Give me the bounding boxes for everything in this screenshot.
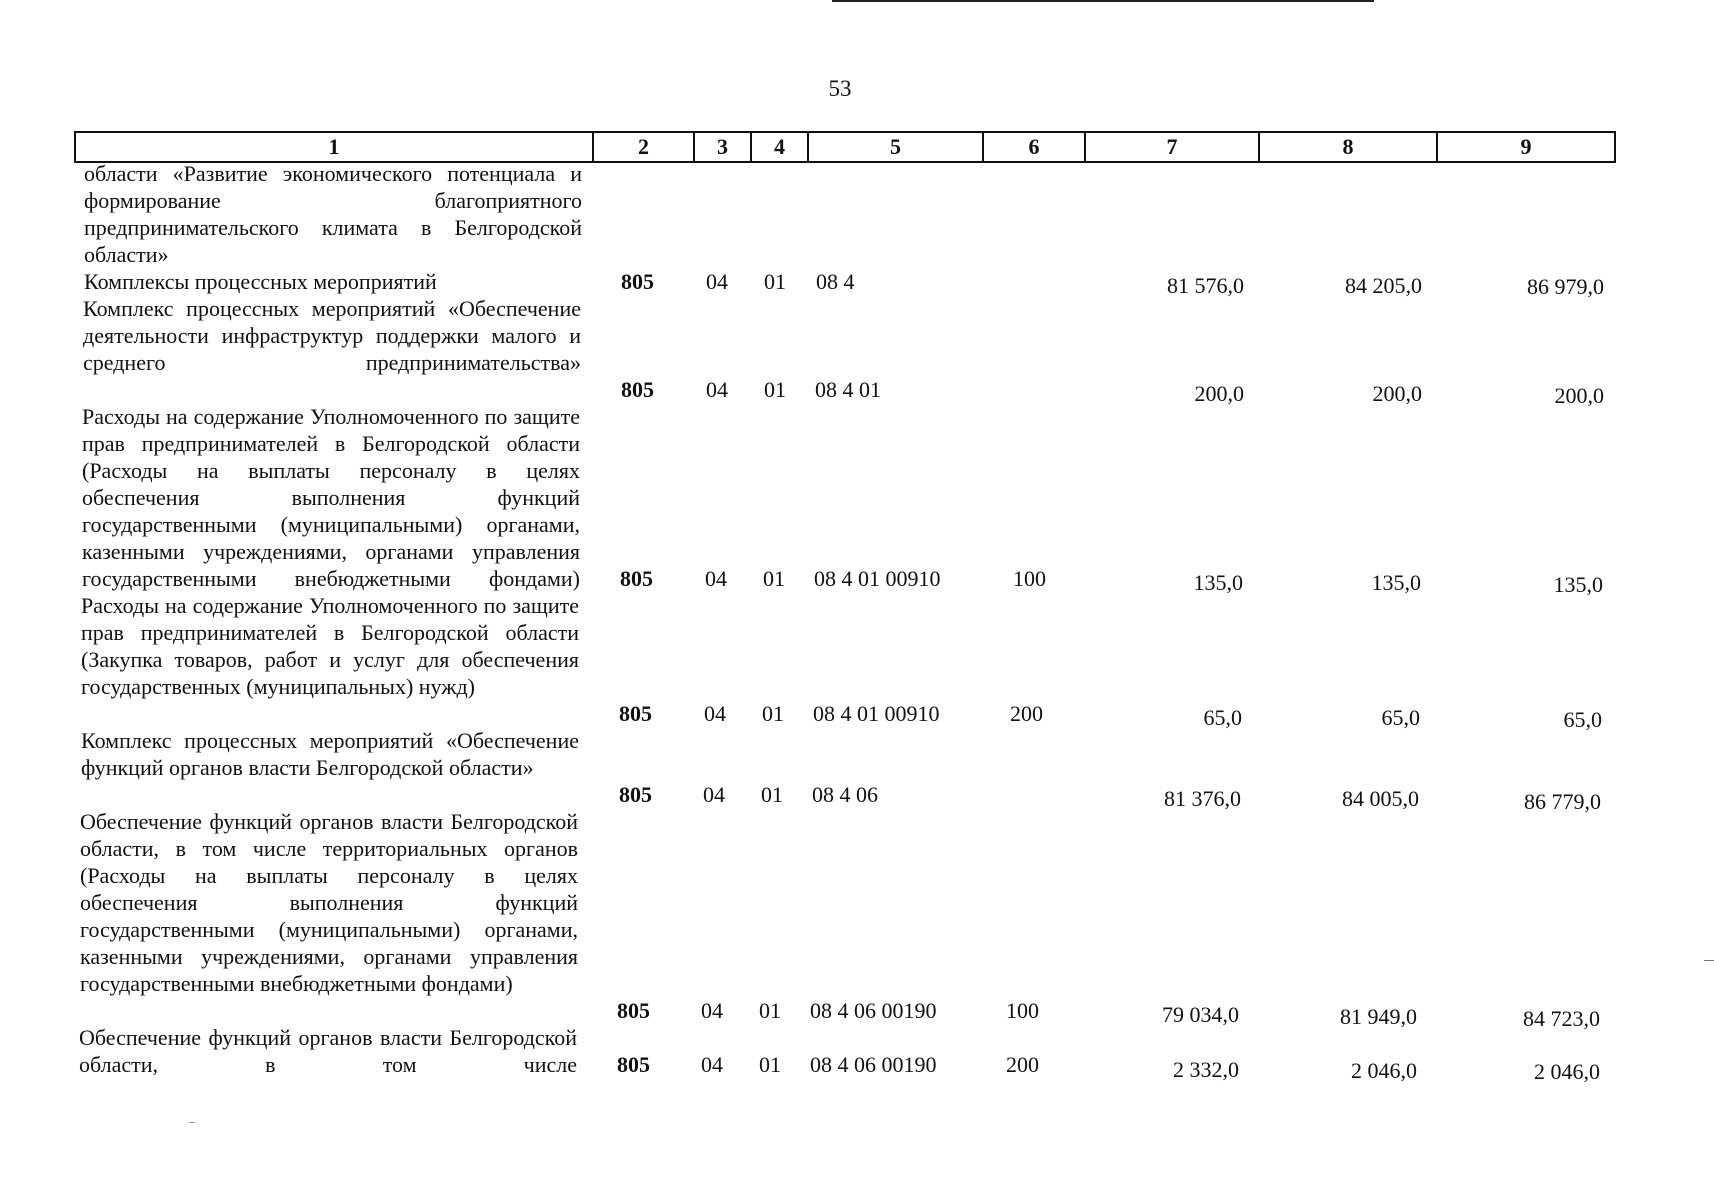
table-cell-c3: 04	[701, 998, 723, 1023]
table-cell-c5: 08 4 06 00190	[810, 1052, 937, 1077]
table-cell-c4: 01	[759, 1052, 781, 1077]
table-cell-c7: 200,0	[1194, 381, 1244, 406]
table-cell-c2: 805	[617, 998, 650, 1023]
table-row-description: Комплекс процессных мероприятий «Обеспечение деятельности инфраструктур поддержки малого и среднего предпринимательства»	[83, 296, 581, 375]
table-cell-c9: 65,0	[1563, 707, 1602, 732]
table-row-description: Расходы на содержание Уполномоченного по защите прав предпринимателей в Белгородской области (Закупка товаров, работ и услуг для обеспечения государственных (муниципальных) нужд)	[81, 593, 579, 699]
table-cell-c8: 81 949,0	[1340, 1004, 1417, 1029]
table-cell-c5: 08 4	[816, 269, 855, 294]
table-cell-c2: 805	[621, 269, 654, 294]
header-cell-3: 3	[693, 133, 750, 161]
header-cell-6: 6	[982, 133, 1084, 161]
table-cell-c8: 65,0	[1381, 705, 1420, 730]
header-cell-9: 9	[1436, 133, 1614, 161]
table-row-description: Расходы на содержание Уполномоченного по защите прав предпринимателей в Белгородской области (Расходы на выплаты персоналу в целях обеспечения выполнения функций государственными (муниципальными) органами, казенными учреждениями, органами управления государственными внебюджетными фондами)	[82, 404, 580, 591]
table-cell-c5: 08 4 06 00190	[810, 998, 937, 1023]
table-cell-c3: 04	[706, 377, 728, 402]
table-cell-c4: 01	[759, 998, 781, 1023]
table-cell-c4: 01	[761, 782, 783, 807]
table-cell-c2: 805	[619, 782, 652, 807]
table-row-description: Обеспечение функций органов власти Белгородской области, в том числе	[79, 1025, 577, 1077]
header-cell-2: 2	[592, 133, 693, 161]
table-cell-c3: 04	[706, 269, 728, 294]
table-cell-c4: 01	[762, 701, 784, 726]
table-cell-c2: 805	[619, 701, 652, 726]
table-cell-c2: 805	[621, 377, 654, 402]
table-cell-c7: 81 576,0	[1167, 273, 1244, 298]
table-cell-c8: 200,0	[1372, 381, 1422, 406]
table-cell-c6: 200	[1006, 1052, 1039, 1077]
table-cell-c5: 08 4 01	[815, 377, 881, 402]
table-cell-c9: 2 046,0	[1534, 1059, 1600, 1084]
top-border-line	[832, 0, 1374, 2]
header-cell-5: 5	[807, 133, 982, 161]
table-cell-c7: 81 376,0	[1164, 786, 1241, 811]
table-cell-c2: 805	[620, 566, 653, 591]
table-cell-c3: 04	[701, 1052, 723, 1077]
table-cell-c6: 100	[1006, 998, 1039, 1023]
table-cell-c9: 86 979,0	[1527, 274, 1604, 299]
table-cell-c9: 84 723,0	[1523, 1006, 1600, 1031]
table-row-description: Комплексы процессных мероприятий	[84, 269, 437, 294]
table-cell-c3: 04	[704, 701, 726, 726]
table-row-description: Комплекс процессных мероприятий «Обеспечение функций органов власти Белгородской области»	[81, 728, 579, 780]
header-cell-8: 8	[1258, 133, 1436, 161]
table-cell-c9: 135,0	[1553, 572, 1603, 597]
table-cell-c4: 01	[764, 269, 786, 294]
table-cell-c4: 01	[764, 377, 786, 402]
table-cell-c9: 86 779,0	[1524, 789, 1601, 814]
table-cell-c9: 200,0	[1554, 383, 1604, 408]
table-row-description: Обеспечение функций органов власти Белгородской области, в том числе территориальных органов (Расходы на выплаты персоналу в целях обеспечения выполнения функций государственными (муниципальными) органами, казенными учреждениями, органами управления государственными внебюджетными фондами)	[80, 809, 578, 996]
scan-artifact	[1704, 960, 1714, 961]
table-cell-c3: 04	[705, 566, 727, 591]
table-cell-c8: 84 205,0	[1345, 273, 1422, 298]
scan-artifact	[189, 1122, 195, 1123]
table-cell-c7: 79 034,0	[1162, 1002, 1239, 1027]
header-cell-4: 4	[750, 133, 807, 161]
table-cell-c5: 08 4 06	[812, 782, 878, 807]
table-cell-c8: 2 046,0	[1351, 1058, 1417, 1083]
table-cell-c7: 2 332,0	[1173, 1057, 1239, 1082]
table-cell-c6: 100	[1013, 566, 1046, 591]
table-cell-c3: 04	[703, 782, 725, 807]
table-cell-c6: 200	[1010, 701, 1043, 726]
page-number: 53	[828, 76, 852, 101]
table-header-row	[74, 131, 1616, 163]
table-cell-c8: 84 005,0	[1342, 786, 1419, 811]
table-row-description: области «Развитие экономического потенциала и формирование благоприятного предпринимательского климата в Белгородской области»	[84, 161, 582, 267]
table-cell-c8: 135,0	[1371, 570, 1421, 595]
header-cell-7: 7	[1084, 133, 1258, 161]
table-cell-c5: 08 4 01 00910	[813, 701, 940, 726]
header-cell-1: 1	[328, 134, 340, 159]
table-cell-c5: 08 4 01 00910	[814, 566, 941, 591]
table-cell-c7: 135,0	[1193, 570, 1243, 595]
table-cell-c7: 65,0	[1203, 705, 1242, 730]
table-cell-c2: 805	[617, 1052, 650, 1077]
table-cell-c4: 01	[763, 566, 785, 591]
